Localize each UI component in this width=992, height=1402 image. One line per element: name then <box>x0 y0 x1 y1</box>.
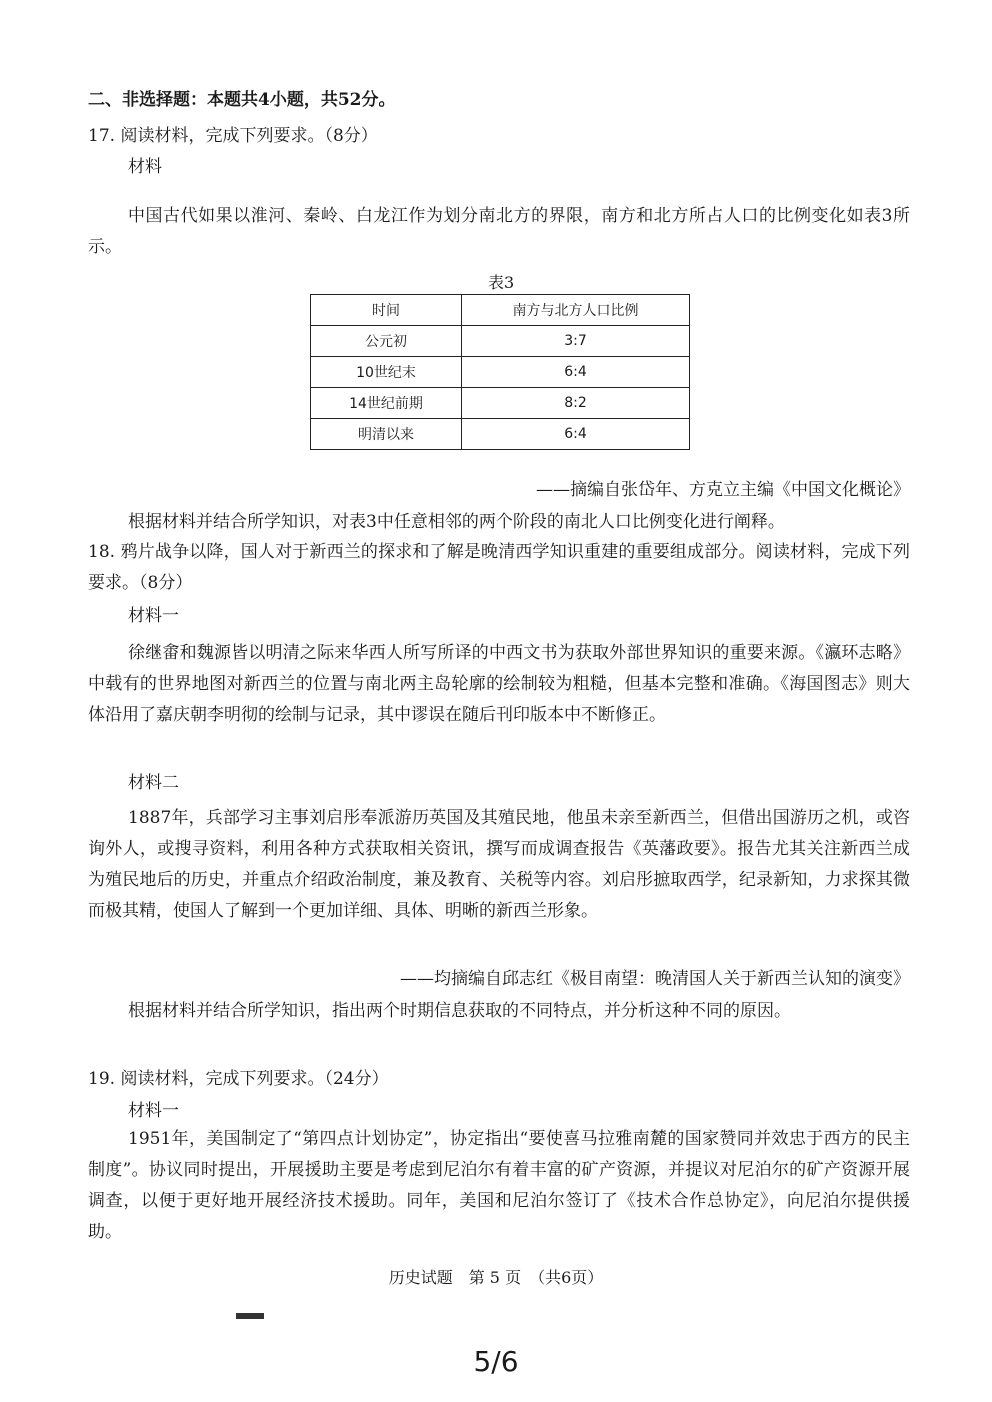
table-row <box>311 357 690 388</box>
q18-source: ——均摘编自邱志红《极目南望：晚清国人关于新西兰认知的演变》 <box>400 969 910 989</box>
table-header-cell: 时间 <box>311 295 462 326</box>
table-cell: 3:7 <box>462 326 690 357</box>
table-cell: 14世纪前期 <box>311 388 462 419</box>
table-row <box>311 388 690 419</box>
q19-material1-label: 材料一 <box>128 1101 179 1121</box>
table-header-cell: 南方与北方人口比例 <box>462 295 690 326</box>
q18-prompt: 18. 鸦片战争以降，国人对于新西兰的探求和了解是晚清西学知识重建的重要组成部分。阅读材料，完成下列要求。（8分） <box>88 542 910 593</box>
table-cell: 明清以来 <box>311 419 462 450</box>
q17-source: ——摘编自张岱年、方克立主编《中国文化概论》 <box>536 480 910 500</box>
q17-question: 根据材料并结合所学知识，对表3中任意相邻的两个阶段的南北人口比例变化进行阐释。 <box>128 512 785 532</box>
table-caption: 表3 <box>488 273 515 292</box>
q18-question: 根据材料并结合所学知识，指出两个时期信息获取的不同特点，并分析这种不同的原因。 <box>128 1001 791 1021</box>
q18-material1-text: 徐继畬和魏源皆以明清之际来华西人所写所译的中西文书为获取外部世界知识的重要来源。《瀛环志略》中载有的世界地图对新西兰的位置与南北两主岛轮廓的绘制较为粗糙，但基本完整和准确。《海国图志》则大体沿用了嘉庆朝李明彻的绘制与记录，其中谬误在随后刊印版本中不断修正。 <box>88 643 910 725</box>
table-cell: 公元初 <box>311 326 462 357</box>
table-header-row <box>311 295 690 326</box>
table-row <box>311 326 690 357</box>
table-cell: 6:4 <box>462 357 690 388</box>
page-indicator: 5/6 <box>473 1345 519 1378</box>
section-title: 二、非选择题：本题共4小题，共52分。 <box>88 90 396 110</box>
q18-material2-text: 1887年，兵部学习主事刘启彤奉派游历英国及其殖民地，他虽未亲至新西兰，但借出国游历之机，或咨询外人，或搜寻资料，利用各种方式获取相关资讯，撰写而成调查报告《英藩政要》。报告尤其关注新西兰成为殖民地后的历史，并重点介绍政治制度，兼及教育、关税等内容。刘启彤摭取西学，纪录新知，力求探其微而极其精，使国人了解到一个更加详细、具体、明晰的新西兰形象。 <box>88 808 910 921</box>
table-cell: 8:2 <box>462 388 690 419</box>
q17-prompt: 17. 阅读材料，完成下列要求。（8分） <box>88 126 378 146</box>
q18-material2-label: 材料二 <box>128 773 179 793</box>
scan-mark <box>236 1313 264 1319</box>
q18-material1-label: 材料一 <box>128 606 179 626</box>
population-ratio-table <box>310 294 690 450</box>
page-footer: 历史试题 第 5 页 （共6页） <box>388 1268 604 1287</box>
q17-material-text: 中国古代如果以淮河、秦岭、白龙江作为划分南北方的界限，南方和北方所占人口的比例变化如表3所示。 <box>88 206 910 257</box>
table-cell: 10世纪末 <box>311 357 462 388</box>
table-cell: 6:4 <box>462 419 690 450</box>
q19-material1-text: 1951年，美国制定了“第四点计划协定”，协定指出“要使喜马拉雅南麓的国家赞同并效忠于西方的民主制度”。协议同时提出，开展援助主要是考虑到尼泊尔有着丰富的矿产资源，并提议对尼泊尔的矿产资源开展调查，以便于更好地开展经济技术援助。同年，美国和尼泊尔签订了《技术合作总协定》，向尼泊尔提供援助。 <box>88 1129 910 1242</box>
table-row <box>311 419 690 450</box>
q17-material-label: 材料 <box>128 157 162 177</box>
q19-prompt: 19. 阅读材料，完成下列要求。（24分） <box>88 1069 389 1089</box>
